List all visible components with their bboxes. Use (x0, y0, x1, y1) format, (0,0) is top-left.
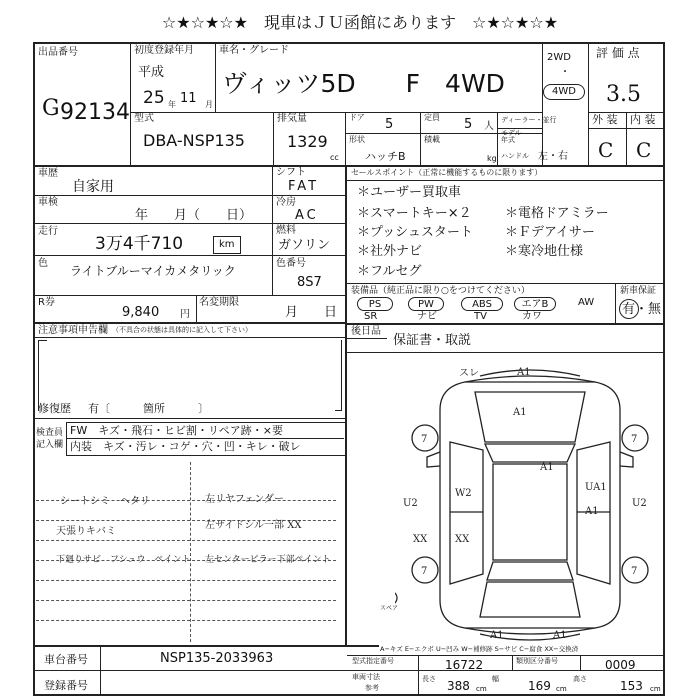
mark-ua1: UA1 (585, 482, 607, 493)
drive-2wd: 2WD (547, 52, 571, 63)
hgt-value: 153 (620, 679, 643, 693)
color-no-label: 色番号 (276, 258, 306, 269)
mark-sure: スレ (459, 368, 479, 379)
spare-tire-icon (395, 591, 397, 605)
type-label: 型式 (134, 113, 154, 124)
equip-ps: PS (357, 297, 393, 311)
sales-point-7: ＊寒冷地仕様 (505, 244, 584, 259)
hand-note-4: 左リヤフェンダー (205, 494, 284, 505)
insp-int: 内装 キズ・汚レ・コゲ・穴・凹・キレ・破レ (70, 440, 301, 453)
mark-a1-front: A1 (517, 367, 531, 378)
equip-abs: ABS (461, 297, 503, 311)
chassis-value: NSP135-2033963 (160, 651, 274, 666)
cc-unit: cc (330, 153, 339, 162)
notes-bracket-right (335, 340, 342, 411)
model-label: 車名・グレード (219, 45, 289, 56)
accessories-label: 後日品 (351, 326, 381, 337)
hand-note-6: 左センターピラー下部ペイント (205, 555, 331, 565)
mark-7-rl: 7 (421, 566, 428, 577)
hood (475, 392, 585, 442)
seats-value: 5 (464, 117, 473, 132)
fuel-label: 燃料 (276, 225, 296, 236)
wid-value: 169 (528, 679, 551, 693)
len-label: 長さ (422, 675, 436, 683)
mark-7-fl: 7 (421, 434, 428, 445)
right-mirror (620, 452, 633, 467)
model-value: ヴィッツ5D F 4WD (222, 69, 505, 98)
equip-label: 装備品（純正品に限り○をつけてください） (351, 286, 530, 296)
doors-value: 5 (385, 117, 394, 132)
rear-window (487, 562, 573, 580)
windshield (485, 444, 575, 462)
mark-w2: W2 (455, 488, 472, 499)
sales-label: セールスポイント（正常に機能するものに限ります） (351, 168, 543, 177)
sales-point-8: ＊フルセグ (357, 264, 422, 279)
inspector-label: 検査員 記入欄 (36, 428, 64, 450)
legend: A−キズ E−エクボ U−凹み W−補修跡 S−サビ C−腐食 XX−交換済 (380, 645, 579, 653)
lot-label: 出品番号 (38, 47, 78, 58)
roof (493, 464, 567, 560)
lot-prefix: G (42, 96, 60, 121)
hand-note-3: 下廻りサビ フシュウ ペイント (56, 555, 191, 565)
body-value: ハッチB (365, 150, 406, 163)
color-no-value: 8S7 (297, 275, 322, 290)
hand-note-1: シートシミ ヘタリ (60, 496, 150, 507)
transfer-value: 月 日 (285, 305, 338, 320)
mark-a1-rear: A1 (490, 630, 504, 641)
era: 平成 (138, 65, 165, 80)
left-side (450, 442, 483, 584)
kg-unit: kg (487, 154, 497, 163)
cert-label: 型式指定番号 (352, 657, 394, 665)
equip-aw: AW (578, 297, 595, 308)
class-label: 類別区分番号 (516, 657, 558, 665)
wid-label: 幅 (492, 675, 499, 683)
int-label: 内 装 (630, 113, 656, 126)
car-body-outline (440, 382, 620, 628)
mark-u2-right: U2 (632, 498, 647, 509)
drive-4wd: 4WD (543, 84, 585, 100)
notes-bracket (38, 340, 47, 411)
shift-value: FAT (288, 179, 320, 194)
dealer-label: ディーラー・並行 (501, 116, 557, 124)
equip-sr: SR (364, 311, 378, 322)
mark-a1-hood: A1 (513, 407, 527, 418)
displacement-value: 1329 (287, 132, 328, 151)
load-label: 積載 (424, 135, 440, 144)
inspection-value: 年 月（ 日） (135, 208, 253, 223)
hgt-unit: cm (650, 685, 661, 693)
len-value: 388 (447, 679, 470, 693)
hgt-label: 高さ (573, 675, 587, 683)
handle-label: ハンドル (501, 152, 529, 160)
recycle-value: 9,840 (122, 305, 160, 320)
equip-tv: TV (474, 311, 487, 322)
sales-point-3: ＊電格ドアミラー (505, 206, 609, 221)
reg-year: 25 (143, 88, 165, 108)
mark-xx-1: XX (455, 534, 470, 545)
month-mark: 月 (205, 100, 213, 109)
notes-sub: （不具合の状態は具体的に記入して下さい） (112, 326, 252, 334)
sales-point-2: ＊スマートキー×２ (357, 206, 472, 221)
fuel-value: ガソリン (278, 238, 331, 253)
reg-month: 11 (180, 91, 197, 106)
reg-number-label: 登録番号 (44, 679, 88, 692)
hand-note-2: 天張りキバミ (56, 526, 116, 537)
doors-label: ドア (349, 113, 365, 122)
transfer-label: 名変期限 (199, 297, 239, 308)
color-label: 色 (38, 258, 48, 269)
model-year-label: モデル 年式 (501, 129, 522, 144)
mileage-label: 走行 (38, 226, 58, 237)
inspection-label: 車検 (38, 197, 58, 208)
body-label: 形状 (349, 135, 365, 144)
ac-label: 冷房 (276, 197, 296, 208)
seats-unit: 人 (484, 121, 494, 132)
recycle-label: R券 (38, 297, 55, 308)
rating-label: 評 価 点 (596, 46, 640, 60)
seats-label: 定員 (424, 113, 440, 122)
mark-7-fr: 7 (631, 434, 638, 445)
mark-u2-left: U2 (403, 498, 418, 509)
ac-value: AC (295, 208, 319, 223)
insp-ext: FW キズ・飛石・ヒビ割・リペア跡・×要 (70, 424, 283, 437)
wid-unit: cm (556, 685, 567, 693)
yen-unit: 円 (180, 309, 190, 320)
new-warranty-label: 新車保証 (620, 286, 657, 296)
equip-airbag: エアB (514, 297, 556, 311)
rear-bumper (465, 628, 595, 634)
ext-value: C (598, 138, 614, 162)
mark-a1-side: A1 (585, 506, 599, 517)
displacement-label: 排気量 (277, 113, 307, 124)
mark-a1-rear2: A1 (553, 630, 567, 641)
ext-label: 外 装 (592, 113, 618, 126)
shift-label: シフト (276, 167, 306, 178)
sales-point-4: ＊プッシュスタート (357, 225, 473, 240)
equip-pw: PW (408, 297, 444, 311)
km-unit: km (219, 239, 235, 250)
mark-xx-2: XX (413, 534, 428, 545)
cert-value: 16722 (445, 658, 484, 672)
int-value: C (636, 138, 652, 162)
type-value: DBA-NSP135 (143, 131, 245, 150)
hand-note-5: 左サイドシル一部 XX (205, 520, 302, 531)
lot-number: 92134 (60, 100, 130, 125)
chassis-label: 車台番号 (44, 653, 88, 666)
ref-label: 参考 (365, 684, 379, 692)
sales-point-6: ＊社外ナビ (357, 244, 423, 259)
car-diagram (395, 362, 665, 648)
history-label: 車歴 (38, 168, 58, 179)
spare-label: スペア (380, 605, 399, 612)
sales-point-5: ＊Ｆデアイサー (505, 225, 595, 240)
drive-dot: ・ (560, 67, 570, 78)
equip-navi: ナビ (417, 311, 437, 322)
warranty-circle (619, 299, 639, 319)
len-unit: cm (476, 685, 487, 693)
warranty-value: 有・無 (622, 302, 662, 317)
size-label: 車両寸法 (352, 673, 380, 681)
color-value: ライトブルーマイカメタリック (70, 264, 236, 278)
mark-7-rr: 7 (631, 566, 638, 577)
repair-label: 修復歴 (38, 402, 71, 415)
mark-a1-right: A1 (540, 462, 554, 473)
hatch (480, 582, 580, 617)
notes-label: 注意事項申告欄 (38, 325, 108, 336)
equip-leather: カワ (522, 311, 542, 322)
accessories-value: 保証書・取説 (393, 333, 472, 348)
banner: ☆★☆★☆★ 現車はＪＵ函館にあります ☆★☆★☆★ (161, 13, 559, 32)
rating-value: 3.5 (606, 82, 641, 107)
year-mark: 年 (168, 100, 176, 109)
first-reg-label: 初度登録年月 (134, 45, 194, 56)
handle-value: 左・右 (538, 151, 568, 162)
left-mirror (427, 452, 440, 467)
class-value: 0009 (605, 658, 636, 672)
repair-value: 有〔 箇所 〕 (88, 402, 209, 415)
mileage-value: 3万4千710 (95, 234, 184, 254)
history-value: 自家用 (72, 179, 114, 195)
sales-point-1: ＊ユーザー買取車 (357, 185, 462, 200)
